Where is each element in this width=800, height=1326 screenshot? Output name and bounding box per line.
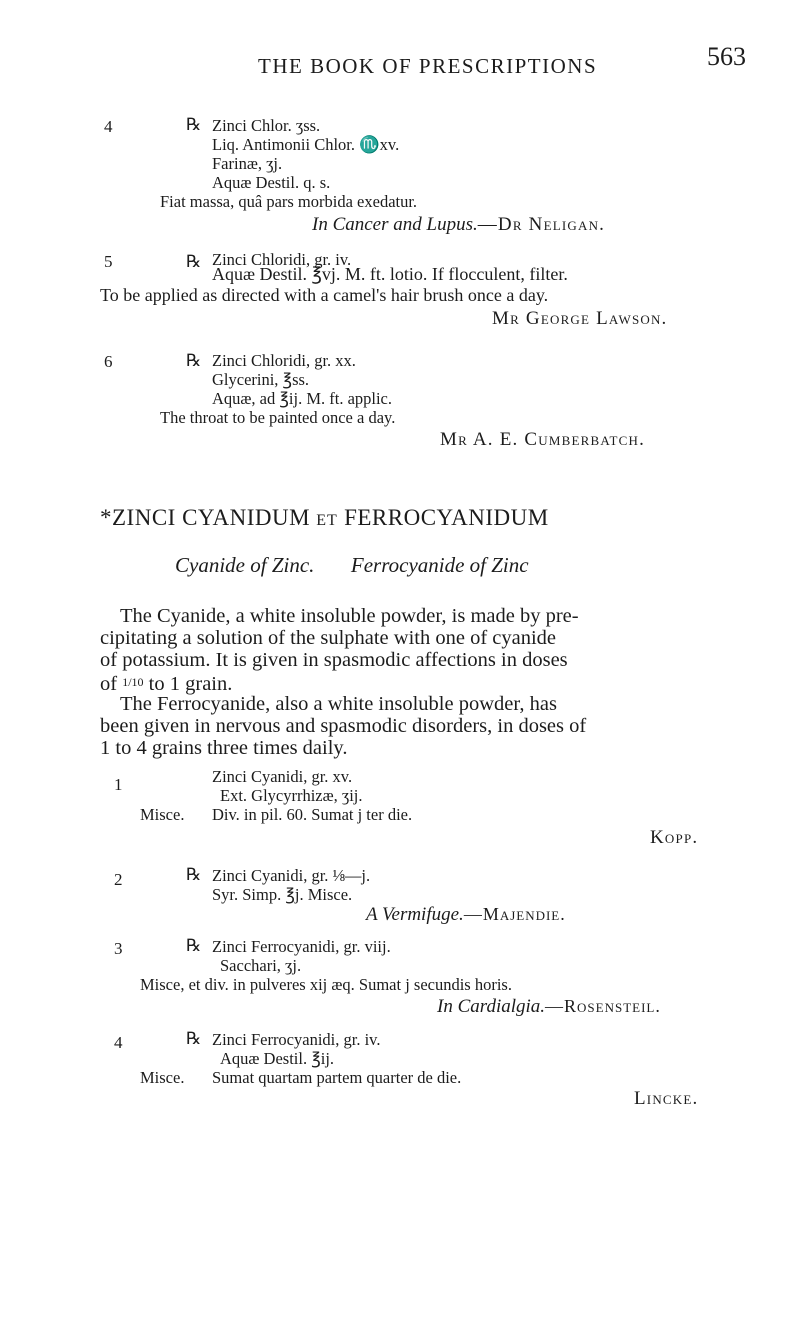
rx-symbol: ℞: [186, 115, 202, 134]
indication: In Cancer and Lupus.: [312, 214, 478, 235]
ingredient-line: Syr. Simp. ℥j. Misce.: [212, 885, 353, 904]
ingredient-line: Aquæ Destil. ℥vj. M. ft. lotio. If flocculent, filter.: [212, 264, 568, 284]
directions: Sumat quartam partem quarter de die.: [212, 1068, 462, 1087]
ingredient-line: Zinci Cyanidi, gr. ⅛—j.: [212, 866, 371, 885]
rx-symbol: ℞: [186, 252, 202, 271]
subheading-cyanide: Cyanide of Zinc.: [175, 553, 315, 577]
prescription-number: 5: [104, 252, 113, 271]
running-title: THE BOOK OF PRESCRIPTIONS: [258, 54, 598, 78]
indication-attribution: [312, 214, 605, 236]
paragraph-cyanide: [100, 605, 730, 695]
rx-symbol: ℞: [186, 936, 202, 955]
indication: A Vermifuge.: [366, 904, 464, 925]
directions: Fiat massa, quâ pars morbida exedatur.: [160, 192, 418, 211]
author: —Dr Neligan.: [477, 214, 606, 235]
text-line: The Cyanide, a white insoluble powder, is made by pre-: [120, 605, 579, 627]
rx-symbol: ℞: [186, 865, 202, 884]
ingredient-line: Zinci Ferrocyanidi, gr. iv.: [212, 1030, 381, 1049]
misce-label: Misce.: [140, 805, 185, 824]
author: Lincke.: [634, 1088, 699, 1109]
directions: The throat to be painted once a day.: [160, 408, 396, 427]
author: Mr A. E. Cumberbatch.: [440, 429, 646, 450]
subheading-ferrocyanide: Ferrocyanide of Zinc: [350, 553, 529, 577]
prescription-number: 1: [114, 775, 123, 794]
ingredient-line: Aquæ Destil. q. s.: [212, 173, 331, 192]
ingredient-line: Zinci Ferrocyanidi, gr. viij.: [212, 937, 391, 956]
ingredient-line: Farinæ, ʒj.: [212, 154, 283, 173]
rx-symbol: ℞: [186, 351, 202, 370]
ingredient-line: Aquæ, ad ℥ij. M. ft. applic.: [212, 389, 393, 408]
prescription-number: 4: [114, 1033, 123, 1052]
directions: Misce, et div. in pulveres xij æq. Sumat j secundis horis.: [140, 975, 512, 994]
ingredient-line: Zinci Chlor. ʒss.: [212, 116, 321, 135]
ingredient-line: Zinci Cyanidi, gr. xv.: [212, 767, 353, 786]
rx-symbol: ℞: [186, 1029, 202, 1048]
directions: To be applied as directed with a camel's hair brush once a day.: [100, 285, 549, 305]
text-line: of potassium. It is given in spasmodic affections in doses: [100, 649, 568, 671]
text-line: cipitating a solution of the sulphate with one of cyanide: [100, 627, 557, 649]
indication: In Cardialgia.: [437, 996, 546, 1017]
author: Kopp.: [650, 827, 699, 848]
text-line: The Ferrocyanide, also a white insoluble powder, has: [120, 693, 557, 715]
text-line: [100, 671, 730, 695]
ingredient-line: Ext. Glycyrrhizæ, ʒij.: [220, 786, 363, 805]
indication-attribution: [366, 904, 566, 926]
text-suffix: to 1 grain.: [143, 673, 233, 695]
directions: Div. in pil. 60. Sumat j ter die.: [212, 805, 413, 824]
ingredient-line: Liq. Antimonii Chlor. ♏xv.: [212, 135, 400, 154]
ingredient-line: Zinci Chloridi, gr. xx.: [212, 351, 356, 370]
fraction: 1/10: [122, 675, 144, 689]
heading-part: FERROCYANIDUM: [344, 505, 549, 530]
page-number: 563: [707, 42, 746, 71]
prescription-number: 4: [104, 117, 113, 136]
section-heading: [100, 505, 549, 531]
heading-part: *ZINCI CYANIDUM: [100, 505, 311, 530]
text-line: been given in nervous and spasmodic disorders, in doses of: [100, 715, 587, 737]
heading-et: ET: [316, 512, 338, 529]
author: —Majendie.: [463, 904, 566, 924]
prescription-number: 3: [114, 939, 123, 958]
ingredient-line: Aquæ Destil. ℥ij.: [220, 1049, 335, 1068]
text-line: 1 to 4 grains three times daily.: [100, 737, 348, 759]
ingredient-line: Sacchari, ʒj.: [220, 956, 302, 975]
text-prefix: of: [100, 673, 123, 695]
prescription-number: 2: [114, 870, 123, 889]
section-subheading: [175, 553, 529, 578]
misce-label: Misce.: [140, 1068, 185, 1087]
prescription-number: 6: [104, 352, 113, 371]
author: Mr George Lawson.: [492, 308, 668, 329]
author: —Rosensteil.: [545, 996, 661, 1016]
indication-attribution: [437, 996, 661, 1018]
ingredient-line: Glycerini, ℥ss.: [212, 370, 310, 389]
ingredient-line: Zinci Chloridi, gr. iv.: [212, 250, 352, 269]
paragraph-ferrocyanide: [100, 693, 730, 759]
